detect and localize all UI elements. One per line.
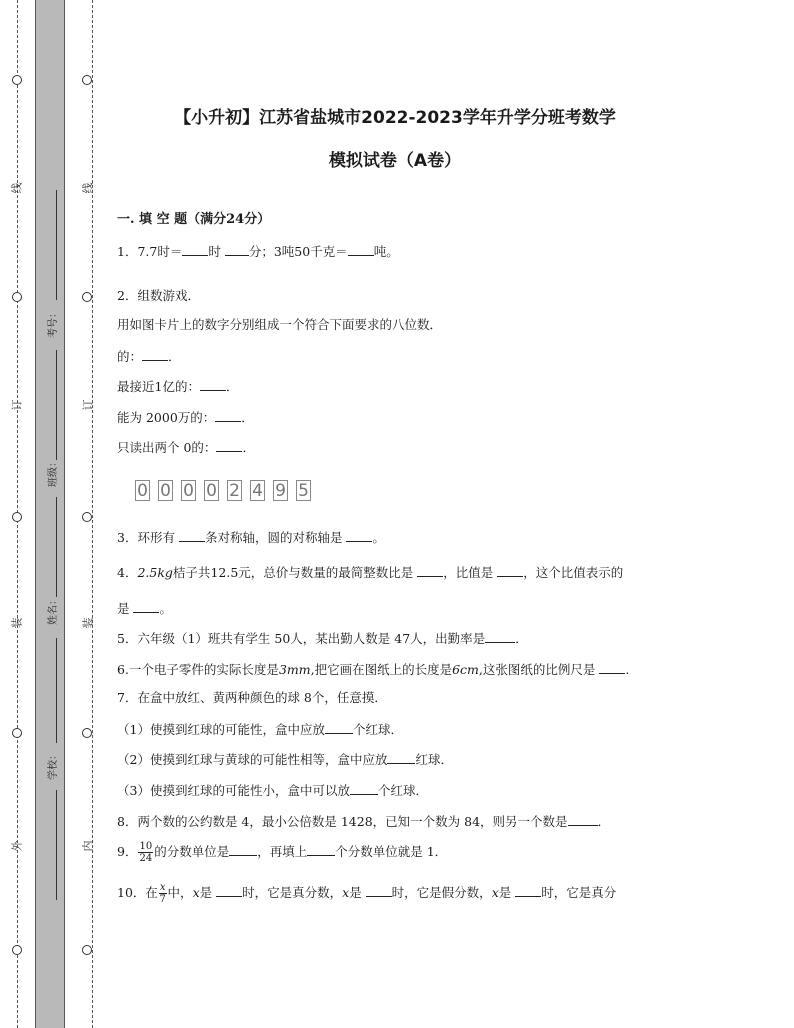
- question-5: [117, 630, 528, 647]
- question-8: [117, 813, 610, 830]
- q7-text: 个红球．: [377, 783, 428, 798]
- question-7-sub: [117, 721, 403, 738]
- answer-blank[interactable]: [387, 751, 415, 764]
- answer-blank[interactable]: [216, 884, 242, 897]
- q7-text: 个红球．: [352, 722, 403, 737]
- q4-text: ，这个比值表示的: [523, 565, 624, 580]
- fraction-denominator: 7: [159, 894, 166, 905]
- q9-text: 个分数单位就是 1．: [335, 844, 448, 859]
- binding-hole: [12, 292, 22, 302]
- q2-text: ．: [225, 379, 239, 394]
- question-9: [117, 840, 447, 864]
- number-card: 4: [250, 480, 265, 501]
- margin-field-line: [56, 190, 57, 300]
- margin-field-line: [56, 497, 57, 597]
- q8-text: 8．两个数的公约数是 4，最小公倍数是 1428，已知一个数为 84，则另一个数是: [117, 814, 568, 829]
- margin-field-line: [56, 638, 57, 743]
- answer-blank[interactable]: [133, 600, 159, 613]
- answer-blank[interactable]: [200, 378, 226, 391]
- q10-text: 是: [349, 885, 366, 900]
- binding-hole: [12, 728, 22, 738]
- q9-text: 的分数单位是: [154, 844, 230, 859]
- q4-text: ，比值是: [443, 565, 498, 580]
- q1-text: 吨。: [373, 244, 399, 259]
- answer-blank[interactable]: [346, 529, 372, 542]
- gray-band: [35, 0, 65, 1028]
- fraction-numerator: x: [159, 882, 166, 893]
- margin-char: 外: [10, 840, 24, 852]
- q3-text: 条对称轴，圆的对称轴是: [204, 530, 347, 545]
- q6-length: 6cm: [452, 662, 479, 677]
- q4-quantity: 2.5kg: [137, 565, 173, 580]
- answer-blank[interactable]: [599, 661, 625, 674]
- binding-hole: [12, 75, 22, 85]
- answer-blank[interactable]: [485, 630, 515, 643]
- number-card: 9: [273, 480, 288, 501]
- question-2-item: [117, 348, 181, 365]
- margin-field-label: 学校：: [48, 750, 59, 780]
- number-card: 5: [296, 480, 311, 501]
- margin-char: 订: [10, 399, 24, 411]
- q6-text: .: [625, 662, 630, 677]
- number-card: 0: [158, 480, 173, 501]
- inner-dashed-line: [92, 0, 93, 1028]
- answer-blank[interactable]: [307, 843, 335, 856]
- number-cards: [135, 480, 311, 501]
- binding-hole: [82, 75, 92, 85]
- q6-text: ,把它画在图纸上的长度是: [310, 662, 453, 677]
- answer-blank[interactable]: [215, 409, 241, 422]
- question-7-sub: [117, 782, 428, 799]
- q10-text: 时，它是假分数，: [391, 885, 492, 900]
- q4-text: 。: [159, 601, 172, 616]
- q4-text: 是: [117, 601, 134, 616]
- fraction: [138, 841, 153, 864]
- q9-text: ，再填上: [257, 844, 308, 859]
- question-4-cont: [117, 600, 172, 617]
- question-4: [117, 564, 623, 581]
- q2-text: 只读出两个 0的：: [117, 440, 217, 455]
- margin-char: 线: [81, 182, 95, 194]
- margin-char: 装: [10, 617, 24, 629]
- margin-field-label: 考号：: [48, 308, 59, 338]
- question-7-sub: [117, 751, 453, 768]
- q2-text: ．: [168, 349, 181, 364]
- q7-text: （2）使摸到红球与黄球的可能性相等，盒中应放: [117, 752, 388, 767]
- q9-text: 9．: [117, 844, 138, 859]
- answer-blank[interactable]: [350, 782, 378, 795]
- section-heading: 一. 填 空 题（满分24分）: [117, 212, 271, 227]
- binding-hole: [12, 512, 22, 522]
- q10-text: 时，它是真分数，: [242, 885, 343, 900]
- question-7-title: 7．在盒中放红、黄两种颜色的球 8个，任意摸．: [117, 690, 387, 705]
- question-6: [117, 661, 629, 678]
- margin-field-line: [56, 350, 57, 460]
- q2-text: 最接近1亿的：: [117, 379, 200, 394]
- variable-x: x: [342, 885, 350, 900]
- q3-text: 。: [372, 530, 385, 545]
- q7-text: （3）使摸到红球的可能性小，盒中可以放: [117, 783, 350, 798]
- answer-blank[interactable]: [325, 721, 353, 734]
- q4-text: 4．: [117, 565, 138, 580]
- q4-text: 元，总价与数量的最简整数比是: [238, 565, 418, 580]
- binding-hole: [12, 945, 22, 955]
- margin-char: 内: [81, 840, 95, 852]
- answer-blank[interactable]: [497, 564, 523, 577]
- fraction-numerator: 10: [139, 841, 153, 852]
- q8-text: ．: [597, 814, 611, 829]
- question-3: [117, 529, 385, 546]
- answer-blank[interactable]: [229, 843, 257, 856]
- variable-x: x: [192, 885, 200, 900]
- binding-hole: [82, 512, 92, 522]
- margin-field-label: 姓名：: [48, 595, 59, 625]
- answer-blank[interactable]: [142, 348, 168, 361]
- q1-text: 时: [208, 244, 225, 259]
- q5-text: ．: [515, 631, 528, 646]
- variable-x: x: [491, 885, 499, 900]
- q4-text: 桔子共: [172, 565, 211, 580]
- q10-text: 是: [199, 885, 217, 900]
- question-2-title: 2．组数游戏．: [117, 288, 200, 303]
- margin-field-label: 班级：: [48, 457, 59, 487]
- fraction: [159, 882, 167, 905]
- q2-text: 的：: [117, 349, 143, 364]
- q3-text: 3．环形有: [117, 530, 179, 545]
- q6-text: ,这张图纸的比例尺是: [478, 662, 600, 677]
- answer-blank[interactable]: [216, 439, 242, 452]
- answer-blank[interactable]: [515, 884, 541, 897]
- question-1: [117, 243, 399, 260]
- margin-char: 装: [81, 617, 95, 629]
- answer-blank[interactable]: [366, 884, 392, 897]
- q1-text: 1．7.7时＝: [117, 244, 183, 259]
- q6-text: 6.一个电子零件的实际长度是: [117, 662, 279, 677]
- question-2-item: [117, 439, 255, 456]
- binding-hole: [82, 945, 92, 955]
- q6-length: 3mm: [278, 662, 311, 677]
- answer-blank[interactable]: [179, 529, 205, 542]
- number-card: 0: [135, 480, 150, 501]
- q2-text: ．: [242, 440, 255, 455]
- number-card: 2: [227, 480, 242, 501]
- paper-title-line1: 【小升初】江苏省盐城市2022-2023学年升学分班考数学: [174, 108, 616, 128]
- q4-price: 12.5: [210, 565, 239, 580]
- answer-blank[interactable]: [568, 813, 598, 826]
- q1-text: 分；3吨50千克＝: [248, 244, 348, 259]
- q10-text: 10．在: [117, 885, 158, 900]
- binding-hole: [82, 292, 92, 302]
- q10-text: 是: [498, 885, 516, 900]
- answer-blank[interactable]: [348, 243, 374, 256]
- question-2-item: [117, 409, 254, 426]
- question-2-item: [117, 378, 238, 395]
- number-card: 0: [181, 480, 196, 501]
- margin-field-line: [56, 790, 57, 900]
- q10-text: 时，它是真分: [541, 885, 617, 900]
- binding-hole: [82, 728, 92, 738]
- paper-title-line2: 模拟试卷（A卷）: [328, 151, 462, 171]
- q7-text: 红球．: [415, 752, 453, 767]
- q7-text: （1）使摸到红球的可能性，盒中应放: [117, 722, 325, 737]
- q10-text: 中，: [167, 885, 193, 900]
- answer-blank[interactable]: [225, 243, 249, 256]
- answer-blank[interactable]: [417, 564, 443, 577]
- question-2-desc: 用如图卡片上的数字分别组成一个符合下面要求的八位数．: [117, 317, 443, 332]
- fraction-denominator: 24: [139, 853, 153, 864]
- q2-text: ．: [241, 410, 254, 425]
- margin-char: 订: [81, 399, 95, 411]
- q5-text: 5．六年级（1）班共有学生 50人，某出勤人数是 47人，出勤率是: [117, 631, 486, 646]
- answer-blank[interactable]: [182, 243, 208, 256]
- margin-char: 线: [10, 182, 24, 194]
- number-card: 0: [204, 480, 219, 501]
- q2-text: 能为 2000万的：: [117, 410, 216, 425]
- question-10: [117, 881, 616, 905]
